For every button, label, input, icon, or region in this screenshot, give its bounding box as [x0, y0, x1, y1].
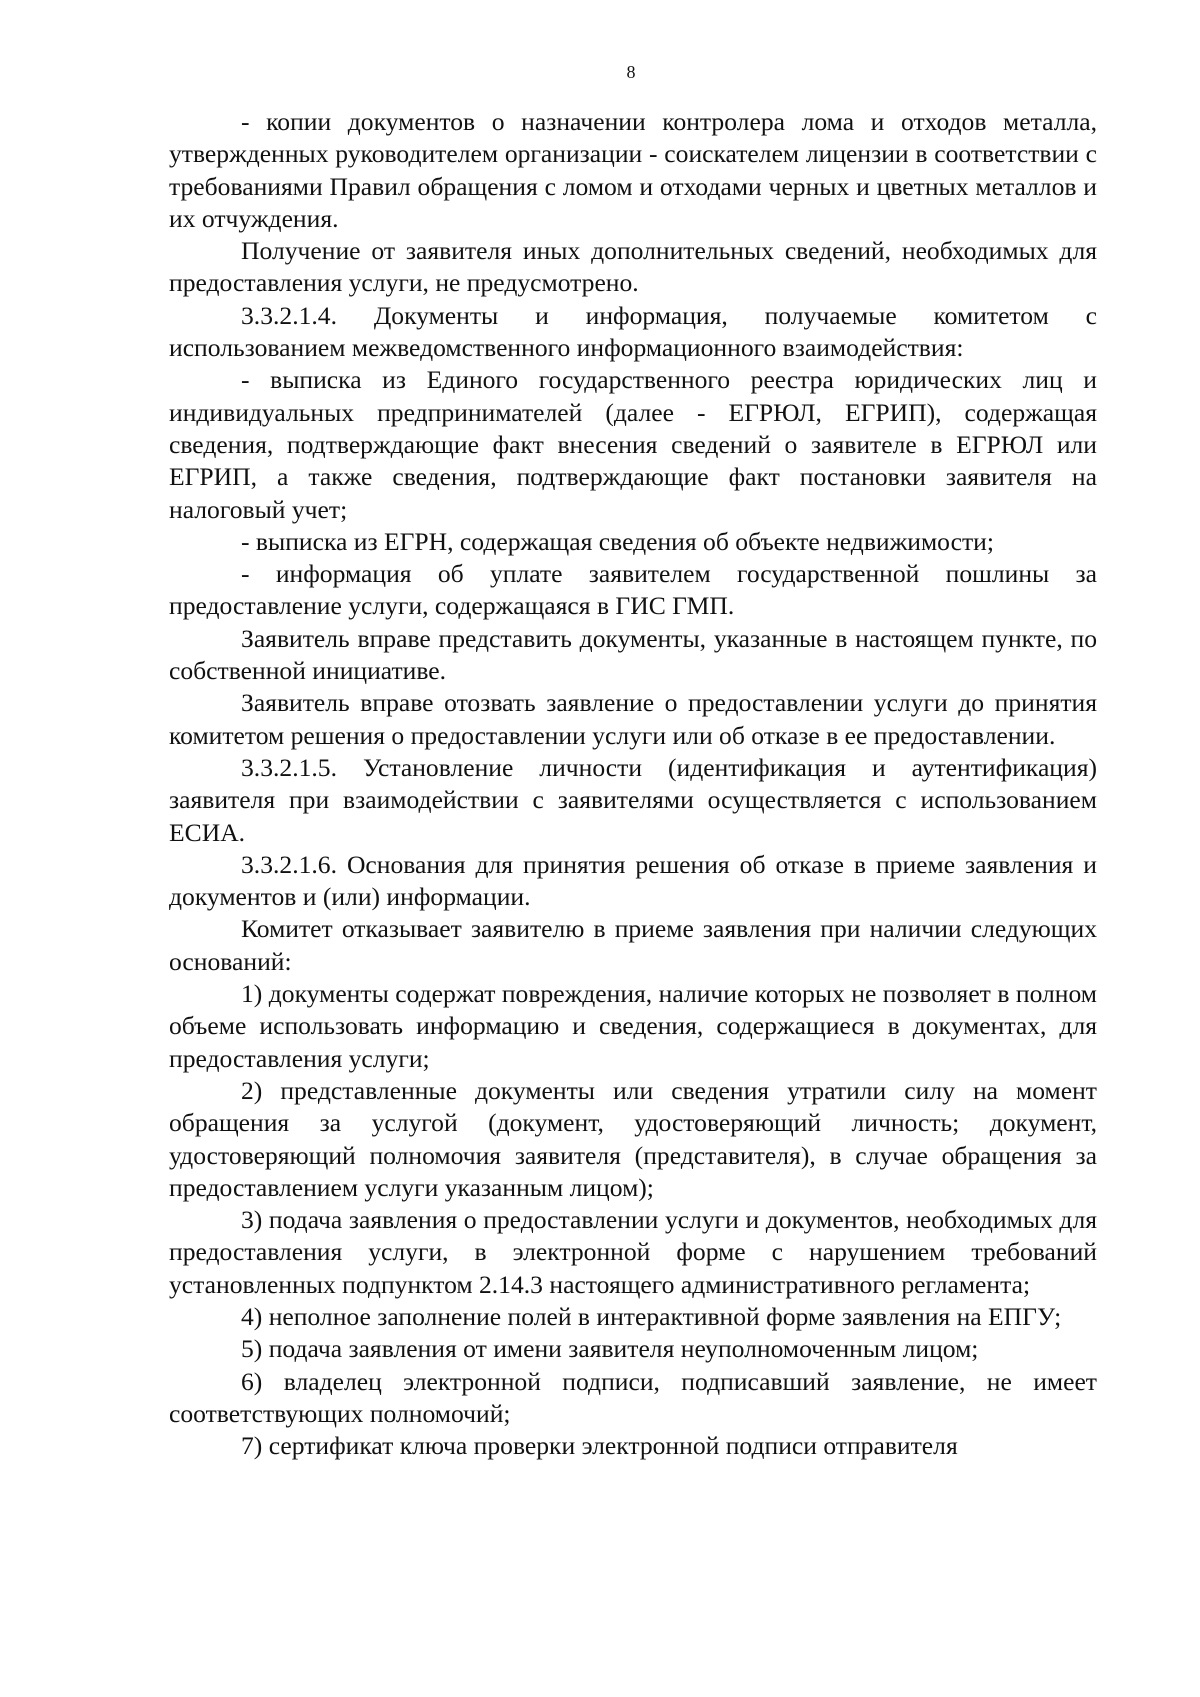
paragraph: 5) подача заявления от имени заявителя неуполномоченным лицом; [241, 1334, 979, 1364]
paragraph: 3.3.2.1.5. Установление личности (идентификация и аутентификация) заявителя при взаимодействии с заявителями осуществляется с использованием ЕСИА. [169, 752, 1097, 847]
paragraph: 7) сертификат ключа проверки электронной подписи отправителя [241, 1431, 958, 1461]
paragraph: 3.3.2.1.4. Документы и информация, получаемые комитетом с использованием межведомственного информационного взаимодействия: [169, 300, 1097, 363]
paragraph: Получение от заявителя иных дополнительных сведений, необходимых для предоставления услуги, не предусмотрено. [169, 236, 1097, 298]
page-number: 8 [626, 62, 636, 82]
paragraph: - выписка из Единого государственного реестра юридических лиц и индивидуальных предпринимателей (далее - ЕГРЮЛ, ЕГРИП), содержащая сведения, подтверждающие факт внесения сведений о заявителе в ЕГРЮЛ или ЕГРИП, а также сведения, подтверждающие факт постановки заявителя на налоговый учет; [169, 365, 1097, 524]
paragraph: 1) документы содержат повреждения, наличие которых не позволяет в полном объеме использовать информацию и сведения, содержащиеся в документах, для предоставления услуги; [169, 979, 1097, 1073]
paragraph: - выписка из ЕГРН, содержащая сведения об объекте недвижимости; [241, 526, 994, 556]
paragraph: 6) владелец электронной подписи, подписавший заявление, не имеет соответствующих полномочий; [169, 1366, 1097, 1428]
paragraph: Заявитель вправе представить документы, указанные в настоящем пункте, по собственной инициативе. [169, 623, 1097, 686]
paragraph: 3) подача заявления о предоставлении услуги и документов, необходимых для предоставления услуги, в электронной форме с нарушением требований установленных подпунктом 2.14.3 настоящего административного регламента; [169, 1205, 1097, 1299]
paragraph: - информация об уплате заявителем государственной пошлины за предоставление услуги, содержащаяся в ГИС ГМП. [169, 559, 1097, 621]
paragraph: Комитет отказывает заявителю в приеме заявления при наличии следующих оснований: [169, 914, 1097, 976]
paragraph: Заявитель вправе отозвать заявление о предоставлении услуги до принятия комитетом решения о предоставлении услуги или об отказе в ее предоставлении. [169, 688, 1097, 750]
paragraph: 2) представленные документы или сведения утратили силу на момент обращения за услугой (документ, удостоверяющий личность; документ, удостоверяющий полномочия заявителя (представителя), в случае обращения за предоставлением услуги указанным лицом); [169, 1075, 1097, 1202]
document-body [169, 106, 1097, 1462]
paragraph: 4) неполное заполнение полей в интерактивной форме заявления на ЕПГУ; [241, 1301, 1062, 1331]
paragraph: 3.3.2.1.6. Основания для принятия решения об отказе в приеме заявления и документов и (или) информации. [169, 849, 1097, 912]
paragraph: - копии документов о назначении контролера лома и отходов металла, утвержденных руководителем организации - соискателем лицензии в соответствии с требованиями Правил обращения с ломом и отходами черных и цветных металлов и их отчуждения. [169, 107, 1097, 233]
